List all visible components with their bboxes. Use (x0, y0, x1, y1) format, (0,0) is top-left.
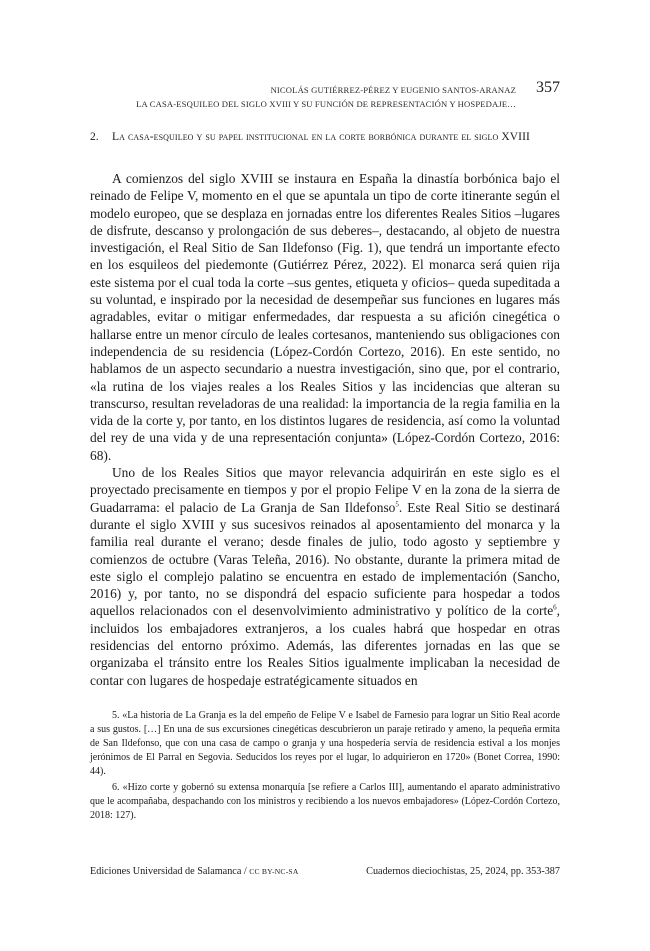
footer-publisher-line (90, 866, 299, 877)
section-heading (90, 129, 560, 145)
running-head-title: LA CASA-ESQUILEO DEL SIGLO XVIII Y SU FUNCIÓN DE REPRESENTACIÓN Y HOSPEDAJE… (136, 99, 516, 109)
paragraph-2-part-c: , incluidos los embajadores extranjeros, a los cuales habrá que hospedar en otras residencias del entorno próximo. Además, las diferentes jornadas en las que se organizaba el tránsito entre los Reales Sitios igualmente implicaban la necesidad de contar con lugares de hospedaje estratégicamente situados en (90, 603, 560, 688)
footnote-6: 6. «Hizo corte y gobernó su extensa monarquía [se refiere a Carlos III], aumentando el aparato administrativo que le acompañaba, despachando con los ministros y recibiendo a los nuevos embajadores» (López-Cordón Cortezo, 2018: 127). (90, 782, 560, 821)
footer-license[interactable]: CC BY-NC-SA (249, 867, 299, 876)
footnotes (90, 709, 560, 825)
paragraph-1: A comienzos del siglo XVIII se instaura en España la dinastía borbónica bajo el reinado de Felipe V, momento en el que se apuntala un tipo de corte itinerante según el modelo europeo, que se desplaza en jornadas entre los diferentes Reales Sitios –lugares de disfrute, descanso y prolongación de sus deberes–, destacando, al objeto de nuestra investigación, el Real Sitio de San Ildefonso (Fig. 1), que tendrá un importante efecto en los esquileos del piedemonte (Gutiérrez Pérez, 2022). El monarca será quien rija este sistema por el cual toda la corte –sus gentes, etiqueta y oficios– queda supeditada a su voluntad, e inspirado por la necesidad de desempeñar sus funciones en lugares más agradables, evitar o mitigar enfermedades, dar respuesta a su afición cinegética o hallarse entre un menor círculo de leales cortesanos, manteniendo sus obligaciones con independencia de su residencia (López-Cordón Cortezo, 2016). En este sentido, no hablamos de un aspecto secundario a nuestra investigación, sino que, por el contrario, «la rutina de los viajes reales a los Reales Sitios y las incidencias que alteran su transcurso, resultan reveladoras de una realidad: la importancia de la regia familia en la vida de la corte y, por tanto, en los distintos lugares de residencia, así como la voluntad del rey de una vida y de una representación conjunta» (López-Cordón Cortezo, 2016: 68). (90, 171, 560, 463)
footer-journal: Cuadernos dieciochistas, 25, 2024, pp. 353-387 (366, 866, 560, 877)
paragraph-2-part-b: . Este Real Sitio se destinará durante el siglo XVIII y sus sucesivos reinados al aposentamiento del monarca y la familia real durante el verano; desde finales de julio, todo agosto y septiembre y comienzos de octubre (Varas Teleña, 2016). No obstante, durante la primera mitad de este siglo el complejo palatino se encuentra en estado de implementación (Sancho, 2016) y, por tanto, no se dispondrá del espacio suficiente para hospedar a todos aquellos relacionados con el desenvolvimiento administrativo y político de la corte (90, 499, 560, 619)
paragraph-2-part-a: Uno de los Reales Sitios que mayor relevancia adquirirán en este siglo es el proyectado precisamente en tiempos y por el propio Felipe V en la zona de la sierra de Guadarrama: el palacio de La Granja de San Ildefonso (90, 465, 560, 515)
footnote-ref-6[interactable]: 6 (553, 603, 557, 612)
footnote-5: 5. «La historia de La Granja es la del empeño de Felipe V e Isabel de Farnesio para lograr un Sitio Real acorde a sus gustos. […] En una de sus excursiones cinegéticas descubrieron un paraje retirado y ameno, la pequeña ermita de San Ildefonso, que con una casa de campo o granja y una hospedería servía de residencia estival a los monjes jerónimos de El Parral en Segovia. Seducidos los reyes por el lugar, lo adquirieron en 1720» (Bonet Correa, 1990: 44). (90, 710, 560, 777)
footer-publisher: Ediciones Universidad de Salamanca / (90, 866, 250, 877)
section-number: 2. (90, 131, 99, 143)
running-head (90, 79, 560, 111)
running-head-authors: NICOLÁS GUTIÉRREZ-PÉREZ Y EUGENIO SANTOS-ARANAZ (270, 85, 516, 95)
section-title: La casa-esquileo y su papel institucional en la corte borbónica durante el siglo XVIII (112, 131, 530, 143)
page-number: 357 (536, 79, 560, 96)
footnote-ref-5[interactable]: 5 (395, 500, 399, 509)
paragraph-2 (90, 464, 560, 689)
body-text (90, 170, 560, 689)
